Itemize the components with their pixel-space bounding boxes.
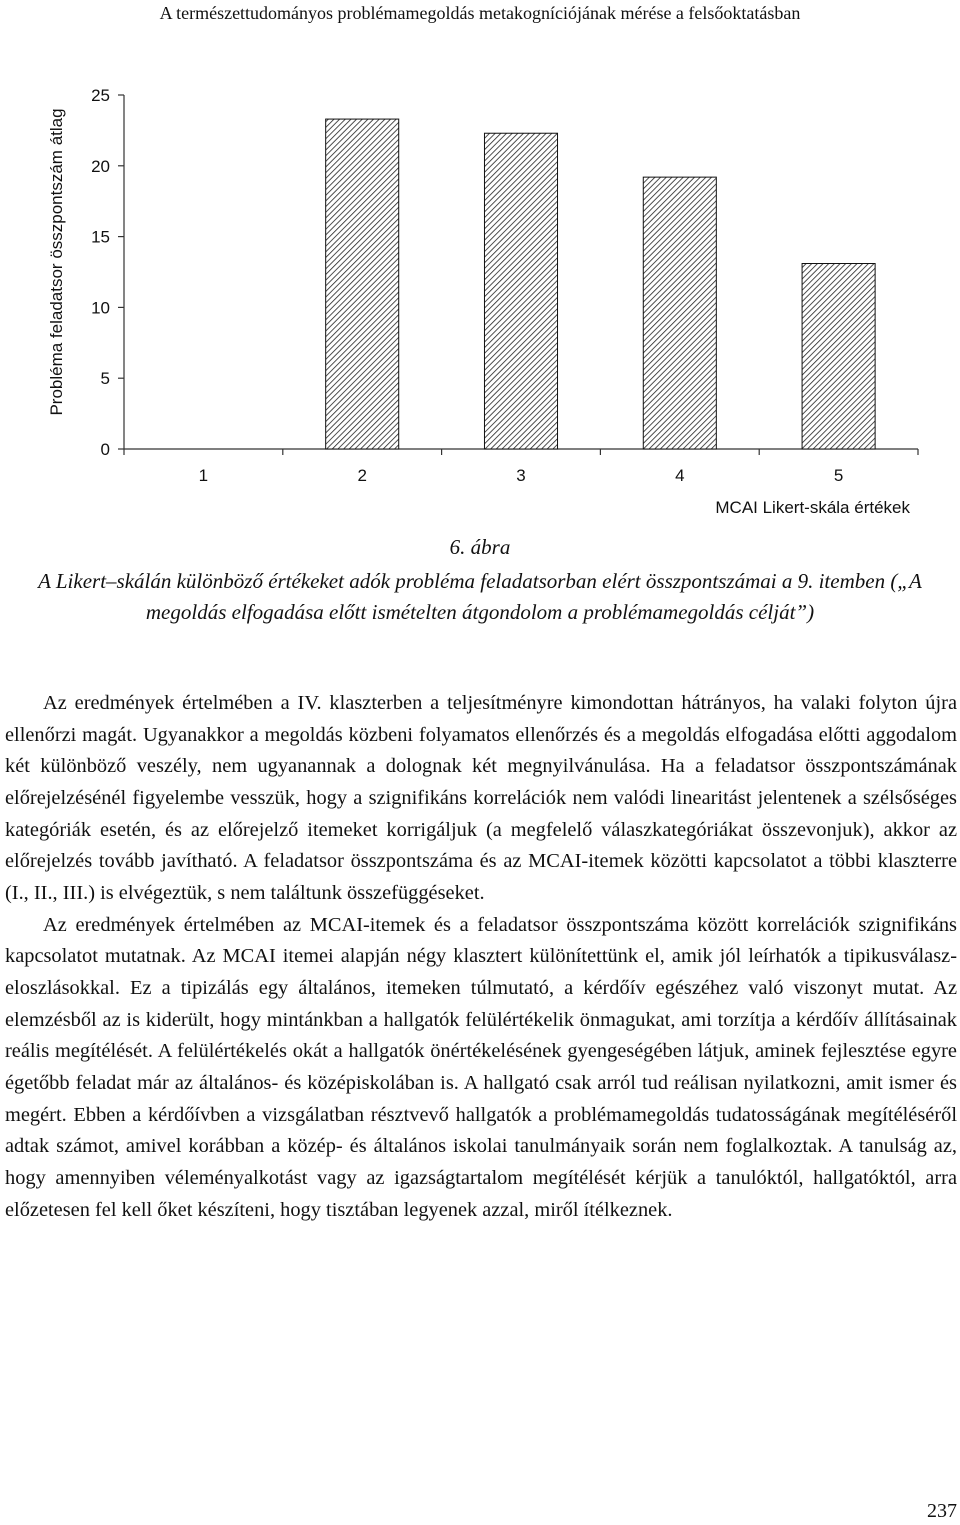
y-axis-label: Probléma feladatsor összpontszám átlag xyxy=(47,108,66,416)
x-axis xyxy=(124,449,918,485)
y-tick-label: 5 xyxy=(100,369,110,389)
running-header: A természettudományos problémamegoldás metakogníciójának mérése a felsőoktatásban xyxy=(159,3,801,23)
y-tick-label: 15 xyxy=(91,227,110,247)
y-tick-label: 10 xyxy=(91,298,110,318)
paragraph: Az eredmények értelmében a IV. klaszterben a teljesítményre kimondottan hátrányos, ha valaki folyton újra ellenőrzi magát. Ugyanakkor a megoldás közbeni folyamatos ellenőrzés és a megoldás elfogadása előtti aggodalom két különböző veszély, nem ugyanannak a dolognak két megnyilvánulása. Ha a feladatsor összpontszámának előrejelzésénél figyelembe vesszük, hogy a szignifikáns korrelációk nem valódi linearitást jelentenek a szélsőséges kategóriák esetén, és az előrejelző itemeket korrigáljuk (a megfelelő válaszkategóriákat összevonjuk), akkor az előrejelzés tovább javítható. A feladatsor összpontszáma és az MCAI-itemek közötti kapcsolatot a többi klaszterre (I., II., III.) is elvégeztük, s nem találtunk összefüggéseket. xyxy=(5,692,957,904)
y-axis xyxy=(91,86,124,459)
figure-number: 6. ábra xyxy=(449,535,511,559)
y-tick-label: 25 xyxy=(91,86,110,105)
bar-3 xyxy=(484,133,557,449)
bar-2 xyxy=(326,119,399,449)
page-number: 237 xyxy=(927,1500,957,1522)
x-tick-label: 2 xyxy=(357,466,367,485)
body-text xyxy=(5,688,957,1226)
paragraph: Az eredmények értelmében az MCAI-itemek és a feladatsor összpontszáma között korrelációk szignifikáns kapcsolatot mutatnak. Az MCAI itemei alapján négy klasztert különítettünk el, amik jól leírhatók a tipikusválasz-eloszlásokkal. Ez a tipizálás egy általános, itemeken túlmutató, a kérdőív egészéhez való viszonyt mutat. Az elemzésből az is kiderült, hogy mintánkban a hallgatók felülértékelik önmagukat, ami torzítja a kérdőív állításainak reális megítélését. A felülértékelés okát a hallgatók önértékelésének gyengeségében látjuk, aminek fejlesztése egyre égetőbb feladat már az általános- és középiskolában is. A hallgató csak arról tud reálisan nyilatkozni, amit ismer és megért. Ebben a kérdőívben a vizsgálatban résztvevő hallgatók a problémamegoldás tudatosságának megítéléséről adtak számot, amivel korábban a közép- és általános iskolai tanulmányaik során nem foglalkoztak. A tanulság az, hogy amennyiben véleményalkotást vagy az igazságtartalom megítélését kérjük a tanulóktól, hallgatóktól, arra előzetesen fel kell őket készíteni, hogy tisztában legyenek azzal, miről ítélkeznek. xyxy=(5,913,957,1221)
figure-caption: A Likert–skálán különböző értékeket adók probléma feladatsorban elért összpontszámai a 9. itemben („A megoldás elfogadása előtt ismételten átgondolom a problémamegoldás célját”) xyxy=(38,569,922,624)
bar-chart xyxy=(0,70,960,530)
x-tick-label: 5 xyxy=(833,466,844,485)
x-tick-label: 3 xyxy=(516,466,526,485)
x-tick-label: 1 xyxy=(198,466,209,485)
bars xyxy=(326,119,875,449)
bar-5 xyxy=(802,264,875,449)
y-tick-label: 0 xyxy=(100,440,110,459)
x-tick-label: 4 xyxy=(675,466,685,485)
x-axis-label: MCAI Likert-skála értékek xyxy=(715,498,910,517)
y-tick-label: 20 xyxy=(91,156,110,176)
bar-4 xyxy=(643,177,716,449)
